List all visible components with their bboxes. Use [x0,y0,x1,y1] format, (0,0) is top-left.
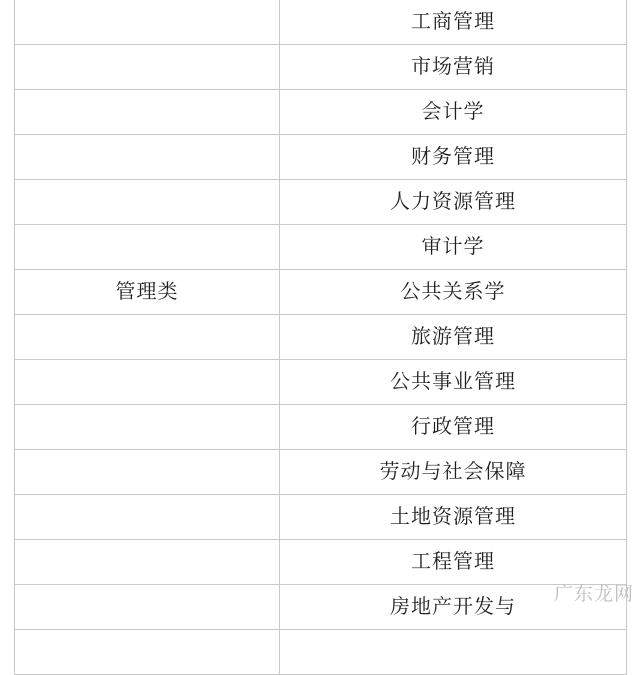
blank-cell [15,90,280,135]
major-cell-partial [280,630,627,675]
major-cell: 劳动与社会保障 [280,450,627,495]
table-row [15,315,627,360]
table-row [15,135,627,180]
table-row-partial [15,630,627,675]
blank-cell [15,180,280,225]
blank-cell [15,225,280,270]
blank-cell [15,45,280,90]
major-cell: 人力资源管理 [280,180,627,225]
major-cell: 工程管理 [280,540,627,585]
blank-cell [15,540,280,585]
major-cell: 行政管理 [280,405,627,450]
major-cell: 审计学 [280,225,627,270]
major-cell: 土地资源管理 [280,495,627,540]
table-row [15,180,627,225]
blank-cell [15,495,280,540]
major-cell: 会计学 [280,90,627,135]
table-row [15,495,627,540]
table-row [15,0,627,45]
blank-cell [15,405,280,450]
major-cell: 公共关系学 [280,270,627,315]
table-row [15,360,627,405]
blank-cell [15,315,280,360]
watermark-text: 广东龙网 [553,584,634,605]
blank-cell [15,585,280,630]
blank-cell [15,135,280,180]
major-cell: 公共事业管理 [280,360,627,405]
category-cell: 管理类 [15,270,280,315]
table-row [15,405,627,450]
blank-cell [15,360,280,405]
major-cell: 工商管理 [280,0,627,45]
major-cell: 房地产开发与 [280,585,627,630]
blank-cell [15,630,280,675]
major-cell: 市场营销 [280,45,627,90]
blank-cell [15,450,280,495]
table-row [15,540,627,585]
table-row-category [15,270,627,315]
majors-table [14,0,627,675]
table-row [15,45,627,90]
table-row [15,585,627,630]
table-row [15,450,627,495]
major-cell: 旅游管理 [280,315,627,360]
table-row [15,225,627,270]
major-cell: 财务管理 [280,135,627,180]
table-row [15,90,627,135]
blank-cell-top [15,0,280,45]
